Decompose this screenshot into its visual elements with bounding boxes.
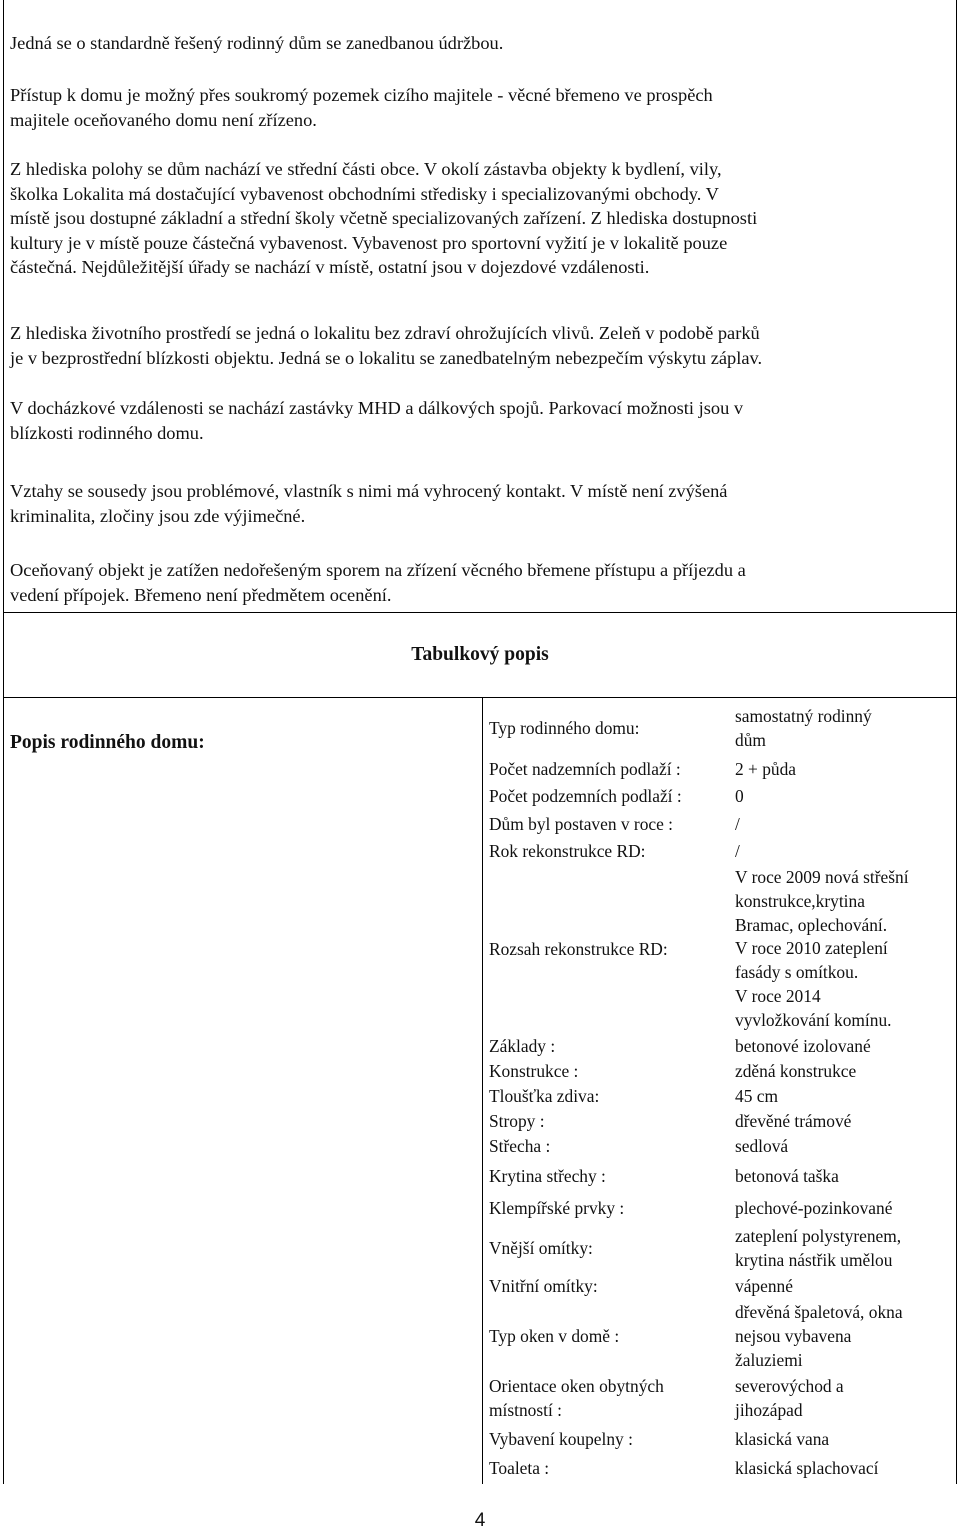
- row-value-roof: sedlová: [735, 1136, 789, 1156]
- row-label-foundations: Základy :: [489, 1036, 556, 1056]
- row-value-tinwork: plechové-pozinkované: [735, 1198, 893, 1218]
- row-label-construction: Konstrukce :: [489, 1061, 579, 1081]
- paragraph-transport: V docházkové vzdálenosti se nachází zastávky MHD a dálkových spojů. Parkovací možnosti jsou v blízkosti rodinného domu.: [10, 398, 744, 443]
- row-value-reconstruction-year: /: [735, 841, 740, 861]
- row-label-bathroom: Vybavení koupelny :: [489, 1429, 633, 1449]
- row-label-external-plaster: Vnější omítky:: [489, 1238, 593, 1258]
- row-label-roofing: Krytina střechy :: [489, 1166, 606, 1186]
- paragraph-neighbors: Vztahy se sousedy jsou problémové, vlastník s nimi má vyhrocený kontakt. V místě není zvýšená kriminalita, zločiny jsou zde výjimečné.: [10, 481, 728, 526]
- row-label-internal-plaster: Vnitřní omítky:: [489, 1276, 598, 1296]
- row-value-construction: zděná konstrukce: [735, 1061, 857, 1081]
- paragraph-easement: Oceňovaný objekt je zatížen nedořešeným sporem na zřízení věcného břemene přístupu a příjezdu a vedení přípojek. Břemeno není předmětem ocenění.: [10, 560, 746, 605]
- paragraph-access: Přístup k domu je možný přes soukromý pozemek cizího majitele - věcné břemeno ve prospěch majitele oceňovaného domu není zřízeno.: [10, 85, 713, 130]
- row-value-bathroom: klasická vana: [735, 1429, 830, 1449]
- row-value-roofing: betonová taška: [735, 1166, 839, 1186]
- frame-left: [3, 0, 4, 1484]
- row-value-window-orientation: severovýchod a jihozápad: [735, 1376, 844, 1420]
- row-label-tinwork: Klempířské prvky :: [489, 1198, 625, 1218]
- row-label-wall-thickness: Tloušťka zdiva:: [489, 1086, 600, 1106]
- row-value-ceilings: dřevěné trámové: [735, 1111, 852, 1131]
- row-value-floors-below: 0: [735, 786, 744, 806]
- row-label-roof: Střecha :: [489, 1136, 551, 1156]
- row-value-window-type: dřevěná špaletová, okna nejsou vybavena žaluziemi: [735, 1302, 903, 1370]
- frame-divider-top: [3, 612, 957, 613]
- row-label-built-year: Dům byl postaven v roce :: [489, 814, 674, 834]
- row-label-toilet: Toaleta :: [489, 1458, 550, 1478]
- page-number: 4: [474, 1510, 486, 1531]
- row-value-built-year: /: [735, 814, 740, 834]
- row-label-window-type: Typ oken v domě :: [489, 1326, 620, 1346]
- row-value-floors-above: 2 + půda: [735, 759, 797, 779]
- row-value-toilet: klasická splachovací: [735, 1458, 879, 1478]
- paragraph-environment: Z hlediska životního prostředí se jedná o lokalitu bez zdraví ohrožujících vlivů. Zeleň v podobě parků je v bezprostřední blízkosti objektu. Jedná se o lokalitu se zanedbatelným nebezpečím výskytu záplav.: [10, 323, 763, 368]
- row-value-house-type: samostatný rodinný dům: [735, 706, 872, 750]
- row-label-reconstruction-year: Rok rekonstrukce RD:: [489, 841, 646, 861]
- row-value-external-plaster: zateplení polystyrenem, krytina nástřik umělou: [735, 1226, 902, 1270]
- paragraph-maintenance: Jedná se o standardně řešený rodinný dům se zanedbanou údržbou.: [10, 33, 504, 53]
- row-value-reconstruction-scope: V roce 2009 nová střešní konstrukce,krytina Bramac, oplechování. V roce 2010 zateplení fasády s omítkou. V roce 2014 vyvložkování komínu.: [735, 867, 909, 1030]
- row-label-window-orientation: Orientace oken obytných místností :: [489, 1376, 664, 1420]
- row-label-ceilings: Stropy :: [489, 1111, 545, 1131]
- row-label-floors-below: Počet podzemních podlaží :: [489, 786, 682, 806]
- house-description-title: Popis rodinného domu:: [10, 732, 205, 753]
- row-value-foundations: betonové izolované: [735, 1036, 871, 1056]
- paragraph-location: Z hlediska polohy se dům nachází ve střední části obce. V okolí zástavba objekty k bydlení, vily, školka Lokalita má dostačující vybavenost obchodními středisky i specializovanými obchody. V místě jsou dostupné základní a střední školy včetně specializovaných zařízení. Z hlediska dostupnosti kultury je v místě pouze částečná vybavenost. Vybavenost pro sportovní vyžití je v lokalitě pouze částečná. Nejdůležitější úřady se nachází v místě, ostatní jsou v dojezdové vzdálenosti.: [10, 159, 758, 277]
- row-label-reconstruction-scope: Rozsah rekonstrukce RD:: [489, 939, 668, 959]
- row-value-internal-plaster: vápenné: [735, 1276, 793, 1296]
- row-label-floors-above: Počet nadzemních podlaží :: [489, 759, 681, 779]
- frame-divider-heading: [3, 697, 957, 698]
- row-value-wall-thickness: 45 cm: [735, 1086, 778, 1106]
- table-heading: Tabulkový popis: [411, 644, 549, 665]
- frame-table-left: [482, 697, 483, 1484]
- row-label-house-type: Typ rodinného domu:: [489, 718, 640, 738]
